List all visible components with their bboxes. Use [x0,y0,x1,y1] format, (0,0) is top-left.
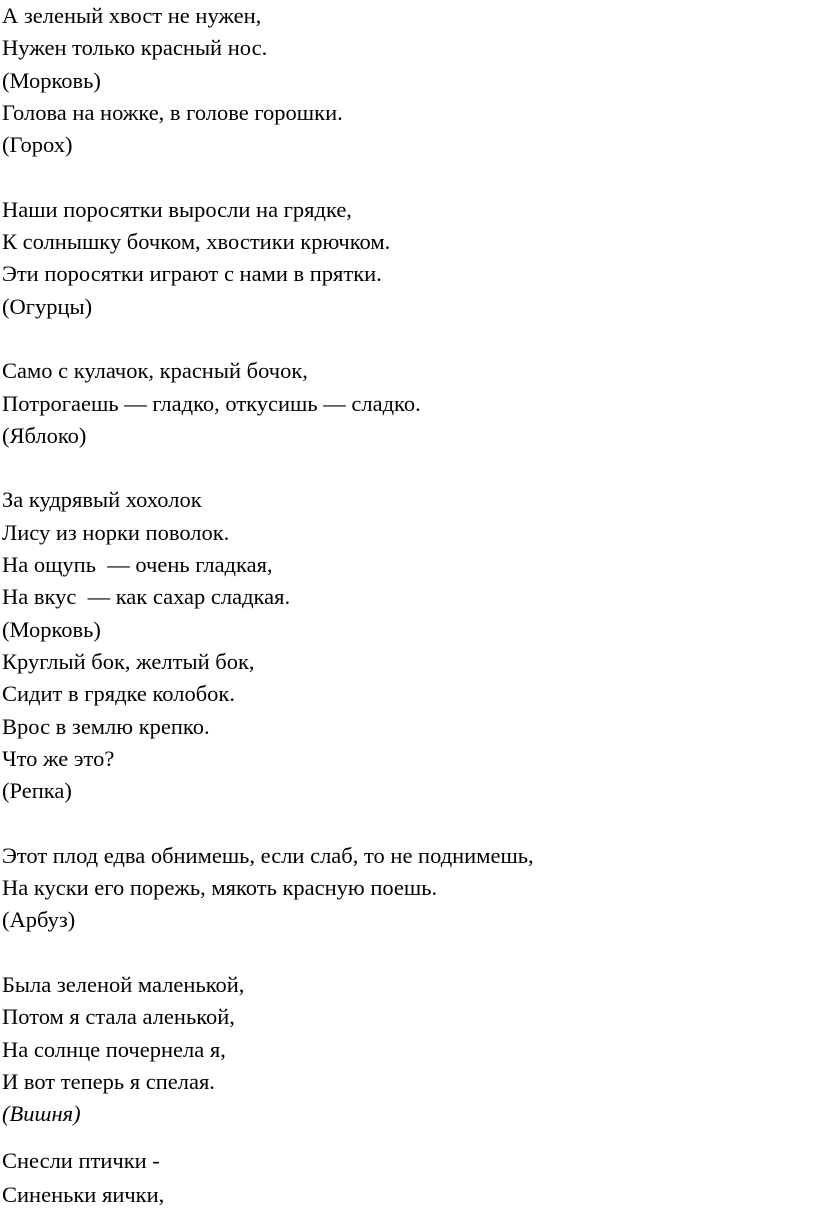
text-line: Лису из норки поволок. [2,519,230,545]
text-line: Синеньки яички, [2,1182,165,1208]
text-line: Эти поросятки играют с нами в прятки. [2,261,382,287]
text-line: Круглый бок, желтый бок, [2,648,255,674]
text-line: Само с кулачок, красный бочок, [2,358,308,384]
text-line: За кудрявый хохолок [2,487,202,513]
blank-line [2,323,814,355]
answer-line: (Арбуз) [2,907,76,933]
blank-line [2,161,814,193]
text-line: На вкус — как сахар сладкая. [2,584,291,610]
text-line: К солнышку бочком, хвостики крючком. [2,229,391,255]
text-line: Наши поросятки выросли на грядке, [2,196,352,222]
text-line: Потом я стала аленькой, [2,1004,235,1030]
text-line: Была зеленой маленькой, [2,971,245,997]
blank-line [2,452,814,484]
riddle-block [2,194,814,323]
riddle-block [2,840,814,937]
text-line: Голова на ножке, в голове горошки. [2,99,343,125]
riddle-block [2,355,814,452]
text-line: Что же это? [2,745,115,771]
riddle-block [2,0,814,161]
text-line: Этот плод едва обнимешь, если слаб, то не поднимешь, [2,842,534,868]
paragraph-gap [2,1130,814,1144]
text-line: Снесли птички - [2,1148,160,1174]
text-line: На ощупь — очень гладкая, [2,552,273,578]
answer-line: (Огурцы) [2,293,93,319]
blank-line [2,807,814,839]
blank-line [2,937,814,969]
text-line: На солнце почернела я, [2,1036,226,1062]
text-line: Врос в землю крепко. [2,713,210,739]
answer-line: (Репка) [2,778,72,804]
text-line: А зеленый хвост не нужен, [2,3,262,28]
answer-line: (Морковь) [2,67,101,93]
riddle-block [2,969,814,1130]
riddle-block [2,484,814,807]
text-line: И вот теперь я спелая. [2,1068,215,1094]
riddle-block [2,1144,814,1212]
text-line: На куски его порежь, мякоть красную поешь. [2,875,438,901]
answer-line: (Морковь) [2,616,101,642]
text-line: Сидит в грядке колобок. [2,681,235,707]
text-line: Потрогаешь — гладко, откусишь — сладко. [2,390,421,416]
answer-line: (Яблоко) [2,422,87,448]
text-line: Нужен только красный нос. [2,35,268,61]
document-page [2,0,814,1212]
answer-line: (Вишня) [2,1101,81,1127]
answer-line: (Горох) [2,132,73,158]
